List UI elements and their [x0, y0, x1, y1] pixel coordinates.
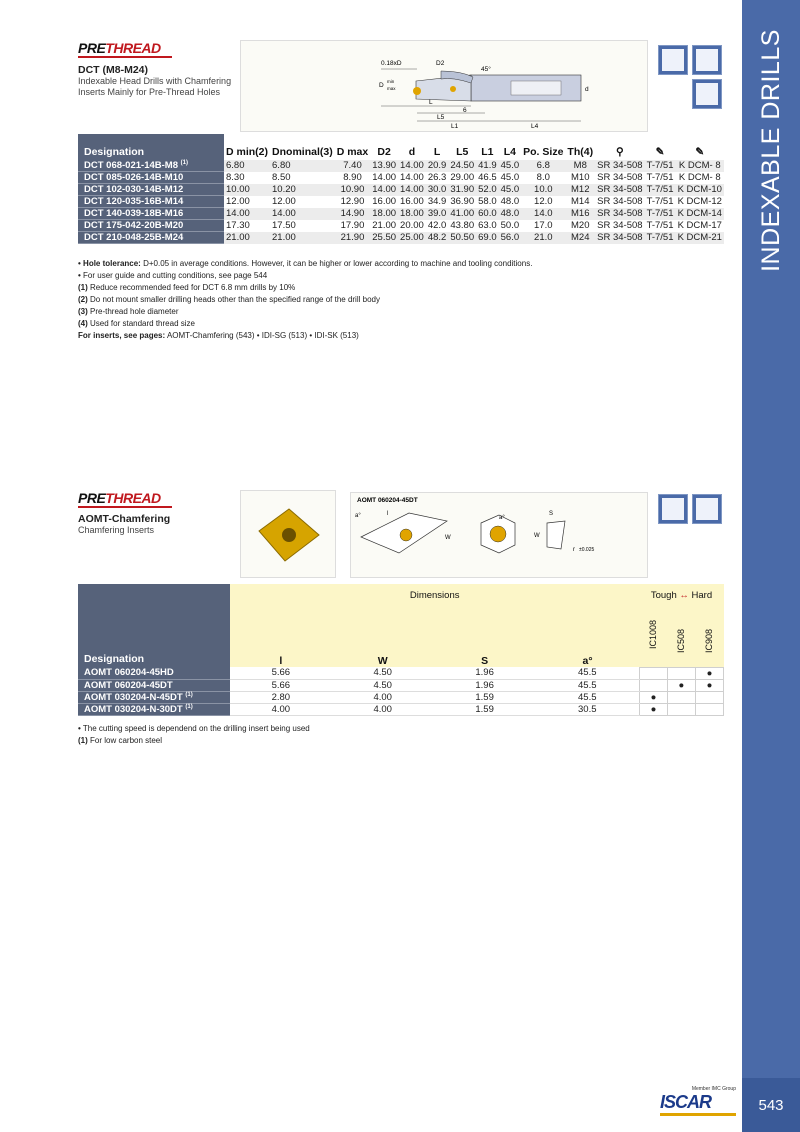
section1-title: DCT (M8-M24) — [78, 64, 148, 76]
table-cell: 21.00 — [270, 232, 335, 244]
table-cell: 16.00 — [400, 196, 424, 208]
table-cell: 14.00 — [398, 160, 426, 172]
table-cell: 1.96 — [434, 667, 536, 679]
table-cell: 45.5 — [536, 679, 640, 691]
table-cell: T-7/51 — [645, 232, 676, 244]
chamfer-operation-icon — [692, 494, 722, 524]
col-po-size: Po. Size — [521, 134, 565, 160]
table-cell: 60.0 — [478, 208, 497, 220]
table-cell: 12.90 — [340, 196, 365, 208]
table-cell: 69.0 — [478, 232, 497, 244]
table-cell: 5.66 — [230, 667, 332, 679]
insert-label-s: S — [549, 511, 554, 517]
logo-underline — [78, 56, 172, 58]
designation-cell: AOMT 060204-45HD — [78, 667, 230, 679]
section1-notes — [78, 258, 532, 342]
table-row — [78, 208, 724, 220]
insert-label-a2: a° — [499, 515, 505, 521]
table-cell: 24.50 — [448, 160, 476, 172]
table-cell: 34.9 — [427, 196, 447, 208]
table-cell: 26.3 — [427, 172, 447, 184]
table-cell: 21.00 — [372, 220, 397, 232]
logo-underline-2 — [78, 506, 172, 508]
table-cell: 10.00 — [224, 184, 270, 196]
table-cell: 16.00 — [372, 196, 397, 208]
table-cell: 14.90 — [335, 208, 371, 220]
table-cell: 46.5 — [478, 172, 497, 184]
drawing-label-d2: D2 — [436, 60, 445, 67]
table-cell: K DCM- 8 — [676, 160, 724, 172]
col-d: d — [398, 134, 426, 160]
note-line: • Hole tolerance: D+0.05 in average conditions. However, it can be higher or lower according to machine and tooling conditions. — [78, 259, 533, 268]
table-cell: K DCM-12 — [677, 196, 722, 208]
screwdriver-icon: ✎ — [645, 134, 676, 160]
table-cell: K DCM-17 — [677, 220, 722, 232]
note-line: • The cutting speed is dependend on the drilling insert being used — [78, 724, 310, 733]
table-cell: T-7/51 — [645, 208, 676, 220]
col-d2: D2 — [370, 134, 398, 160]
col2-a: a° — [536, 601, 640, 667]
table-cell: 48.0 — [500, 208, 520, 220]
designation-cell: AOMT 030204-N-45DT $^{(1)}$ — [78, 691, 230, 703]
table-cell: 2.80 — [230, 691, 332, 703]
table-cell: 14.00 — [400, 172, 424, 184]
table-row — [78, 160, 724, 172]
drawing-label-6: 6 — [463, 107, 467, 114]
col-dmin: D min(2) — [224, 134, 270, 160]
grade-cell — [695, 691, 723, 703]
drawing-label-45: 45° — [481, 66, 491, 73]
table-cell: T-7/51 — [646, 172, 674, 184]
designation-cell: DCT 102-030-14B-M12 — [78, 184, 224, 196]
insert-drawing — [350, 492, 648, 578]
note-line: (1) Reduce recommended feed for DCT 6.8 mm drills by 10% — [78, 283, 296, 292]
table-cell: 14.00 — [372, 172, 397, 184]
table-cell: 4.00 — [230, 703, 332, 715]
table-cell: 20.00 — [400, 220, 424, 232]
drawing-label-L: L — [429, 99, 433, 106]
col-dmax: D max — [335, 134, 371, 160]
table-cell: 56.0 — [500, 232, 520, 244]
tough-hard-scale: Tough ↔ Hard — [639, 584, 723, 601]
col-l4: L4 — [499, 134, 522, 160]
table-cell: M24 — [565, 232, 595, 244]
drawing-label-D: D — [379, 82, 384, 89]
insert-label-tol: ±0.025 — [579, 547, 595, 553]
table-cell: 42.0 — [427, 220, 447, 232]
table-cell: T-7/51 — [646, 196, 674, 208]
drawing-label-dmax: max — [387, 86, 396, 91]
table-cell: 5.66 — [230, 679, 332, 691]
table-cell: 43.80 — [450, 220, 475, 232]
table-cell: 14.00 — [224, 208, 270, 220]
table-cell: 17.30 — [226, 220, 250, 232]
drawing-label-018xd: 0.18xD — [381, 60, 402, 67]
col2-w: W — [332, 601, 434, 667]
note-line: • For user guide and cutting conditions, see page 544 — [78, 271, 268, 280]
grade-cell: ● — [639, 703, 667, 715]
table-cell: 10.90 — [335, 184, 371, 196]
prethread-logo: PRETHREAD — [78, 40, 161, 56]
table-cell: 6.80 — [224, 160, 270, 172]
table-cell: SR 34-508 — [597, 220, 643, 232]
drawing-label-L1: L1 — [451, 123, 459, 130]
grade-cell: ● — [639, 691, 667, 703]
prethread-logo-2: PRETHREAD — [78, 490, 161, 506]
col-th: Th(4) — [565, 134, 595, 160]
grade-ic508: IC508 — [667, 601, 695, 667]
table-cell: 21.0 — [521, 232, 565, 244]
grade-cell — [667, 691, 695, 703]
grade-cell — [667, 667, 695, 679]
note-line: (3) Pre-thread hole diameter — [78, 307, 179, 316]
table-cell: 4.00 — [332, 703, 434, 715]
note-line: For inserts, see pages: AOMT-Chamfering (543) • IDI-SG (513) • IDI-SK (513) — [78, 331, 359, 340]
grade-cell: ● — [667, 679, 695, 691]
table-cell: M14 — [571, 196, 590, 208]
table-cell: 10.20 — [270, 184, 335, 196]
insert-label-r: r — [573, 547, 575, 553]
table-cell: 13.90 — [370, 160, 398, 172]
table-cell: 8.90 — [343, 172, 362, 184]
table-cell: SR 34-508 — [595, 208, 644, 220]
insert-label-w2: W — [534, 533, 540, 539]
table-cell: 1.96 — [434, 679, 536, 691]
col-designation: Designation — [78, 134, 224, 160]
table-row — [78, 184, 724, 196]
designation-cell: DCT 210-048-25B-M24 — [78, 232, 224, 244]
col-l: L — [426, 134, 449, 160]
screw-icon: ⚲ — [595, 134, 644, 160]
table-cell: 4.50 — [332, 679, 434, 691]
grade-cell — [667, 703, 695, 715]
drawing-label-d: d — [585, 86, 589, 93]
note-line: (2) Do not mount smaller drilling heads other than the specified range of the drill body — [78, 295, 380, 304]
table-row — [78, 703, 724, 715]
designation-cell: DCT 140-039-18B-M16 — [78, 208, 224, 220]
insert-drawing-title: AOMT 060204-45DT — [357, 497, 418, 504]
table-row — [78, 172, 724, 184]
grade-cell — [639, 679, 667, 691]
drill-drawing — [240, 40, 648, 132]
table-cell: 8.0 — [536, 172, 550, 184]
pre-thread-operation-icon — [692, 45, 722, 75]
table-cell: 4.00 — [332, 691, 434, 703]
table-row — [78, 667, 724, 679]
designation-cell: DCT 085-026-14B-M10 — [78, 172, 224, 184]
table-cell: K DCM-10 — [676, 184, 724, 196]
table-cell: 10.0 — [521, 184, 565, 196]
drawing-label-dmin: min — [387, 79, 395, 84]
table-row — [78, 196, 724, 208]
table-row — [78, 679, 724, 691]
table-cell: SR 34-508 — [595, 232, 644, 244]
table-cell: 45.0 — [500, 184, 520, 196]
note-line: (1) For low carbon steel — [78, 736, 163, 745]
table-cell: 8.50 — [272, 172, 291, 184]
table-cell: 14.00 — [370, 184, 398, 196]
section2-title: AOMT-Chamfering — [78, 513, 171, 525]
table-cell: 14.0 — [521, 208, 565, 220]
sidebar-title: INDEXABLE DRILLS — [756, 28, 785, 272]
designation-cell: DCT 068-021-14B-M8 $^{(1)}$ — [78, 160, 224, 172]
page-number: 543 — [742, 1078, 800, 1132]
dct-table — [78, 134, 724, 244]
wrench-icon: ✎ — [676, 134, 724, 160]
table-cell: 48.0 — [500, 196, 520, 208]
table-cell: M20 — [571, 220, 590, 232]
table-cell: 48.2 — [427, 232, 447, 244]
table-cell: 25.50 — [370, 232, 398, 244]
section1-desc-1: Indexable Head Drills with Chamfering — [78, 76, 232, 86]
table-cell: M12 — [565, 184, 595, 196]
table-row — [78, 691, 724, 703]
table-cell: 50.50 — [448, 232, 476, 244]
grade-cell: ● — [695, 667, 723, 679]
table-cell: 7.40 — [335, 160, 371, 172]
table-cell: 41.00 — [448, 208, 476, 220]
table-cell: 36.90 — [450, 196, 475, 208]
designation-cell: AOMT 060204-45DT — [78, 679, 230, 691]
table-cell: 12.0 — [534, 196, 553, 208]
drilling-operation-icon — [658, 45, 688, 75]
table-cell: 12.00 — [226, 196, 250, 208]
table-cell: 14.00 — [398, 184, 426, 196]
table-cell: 45.5 — [536, 691, 640, 703]
grade-ic908: IC908 — [695, 601, 723, 667]
table-cell: 58.0 — [478, 196, 497, 208]
table-cell: 45.5 — [536, 667, 640, 679]
table-cell: 63.0 — [478, 220, 497, 232]
table-cell: 18.00 — [398, 208, 426, 220]
table-cell: M8 — [565, 160, 595, 172]
table-cell: 29.00 — [450, 172, 475, 184]
table-cell: 21.90 — [335, 232, 371, 244]
table-cell: 31.90 — [448, 184, 476, 196]
insert-label-w: W — [445, 535, 451, 541]
table-cell: 4.50 — [332, 667, 434, 679]
table-cell: 52.0 — [478, 184, 497, 196]
table-cell: M16 — [565, 208, 595, 220]
section2-notes — [78, 723, 310, 747]
section2-desc: Chamfering Inserts — [78, 525, 155, 535]
insert-label-a: a° — [355, 513, 361, 519]
table-cell: 14.00 — [270, 208, 335, 220]
table-cell: 17.0 — [534, 220, 553, 232]
table-cell: SR 34-508 — [597, 172, 643, 184]
table-cell: 45.0 — [500, 160, 520, 172]
grade-cell — [695, 703, 723, 715]
table-cell: 1.59 — [434, 691, 536, 703]
double-arrow-icon: ↔ — [679, 590, 689, 601]
table-cell: 1.59 — [434, 703, 536, 715]
drilling-operation-icon-2 — [658, 494, 688, 524]
table-cell: 17.50 — [272, 220, 296, 232]
table-cell: K DCM-14 — [676, 208, 724, 220]
table-cell: 6.80 — [270, 160, 335, 172]
designation-cell: DCT 120-035-16B-M14 — [78, 196, 224, 208]
col-l5: L5 — [448, 134, 476, 160]
table-cell: 17.90 — [340, 220, 365, 232]
insert-photo — [240, 490, 336, 578]
table-cell: 41.9 — [478, 160, 497, 172]
col2-s: S — [434, 601, 536, 667]
table-cell: 39.0 — [427, 208, 447, 220]
insert-label-l: l — [387, 511, 389, 517]
table-cell: 18.00 — [370, 208, 398, 220]
note-line: (4) Used for standard thread size — [78, 319, 195, 328]
coolant-icon — [692, 79, 722, 109]
iscar-logo: Member IMC Group ISCAR — [660, 1086, 736, 1122]
drawing-label-L4: L4 — [531, 123, 539, 130]
table-cell: 45.0 — [500, 172, 520, 184]
table-cell: 8.30 — [226, 172, 245, 184]
table-cell: 25.00 — [398, 232, 426, 244]
table-cell: 30.0 — [427, 184, 447, 196]
table-cell: SR 34-508 — [597, 196, 643, 208]
table-cell: 12.00 — [272, 196, 296, 208]
col-dnominal: Dnominal(3) — [270, 134, 335, 160]
col2-l: l — [230, 601, 332, 667]
table-cell: 50.0 — [500, 220, 520, 232]
table-cell: M10 — [571, 172, 590, 184]
table-cell: 30.5 — [536, 703, 640, 715]
designation-cell: AOMT 030204-N-30DT $^{(1)}$ — [78, 703, 230, 715]
table-cell: T-7/51 — [646, 220, 674, 232]
table-cell: SR 34-508 — [595, 160, 644, 172]
grade-ic1008: IC1008 — [639, 601, 667, 667]
table-cell: T-7/51 — [645, 160, 676, 172]
dimensions-label: Dimensions — [230, 584, 640, 601]
table-cell: 20.9 — [427, 160, 447, 172]
drawing-label-L5: L5 — [437, 114, 445, 121]
col2-designation: Designation — [78, 584, 230, 667]
table-cell: K DCM-21 — [676, 232, 724, 244]
designation-cell: DCT 175-042-20B-M20 — [78, 220, 224, 232]
table-cell: T-7/51 — [645, 184, 676, 196]
grade-cell — [639, 667, 667, 679]
aomt-table — [78, 584, 724, 716]
table-row — [78, 232, 724, 244]
table-cell: 6.8 — [521, 160, 565, 172]
table-cell: SR 34-508 — [595, 184, 644, 196]
grade-cell: ● — [695, 679, 723, 691]
table-row — [78, 220, 724, 232]
table-cell: 21.00 — [224, 232, 270, 244]
col-l1: L1 — [476, 134, 499, 160]
table-cell: K DCM- 8 — [678, 172, 721, 184]
section1-desc-2: Inserts Mainly for Pre-Thread Holes — [78, 87, 221, 97]
